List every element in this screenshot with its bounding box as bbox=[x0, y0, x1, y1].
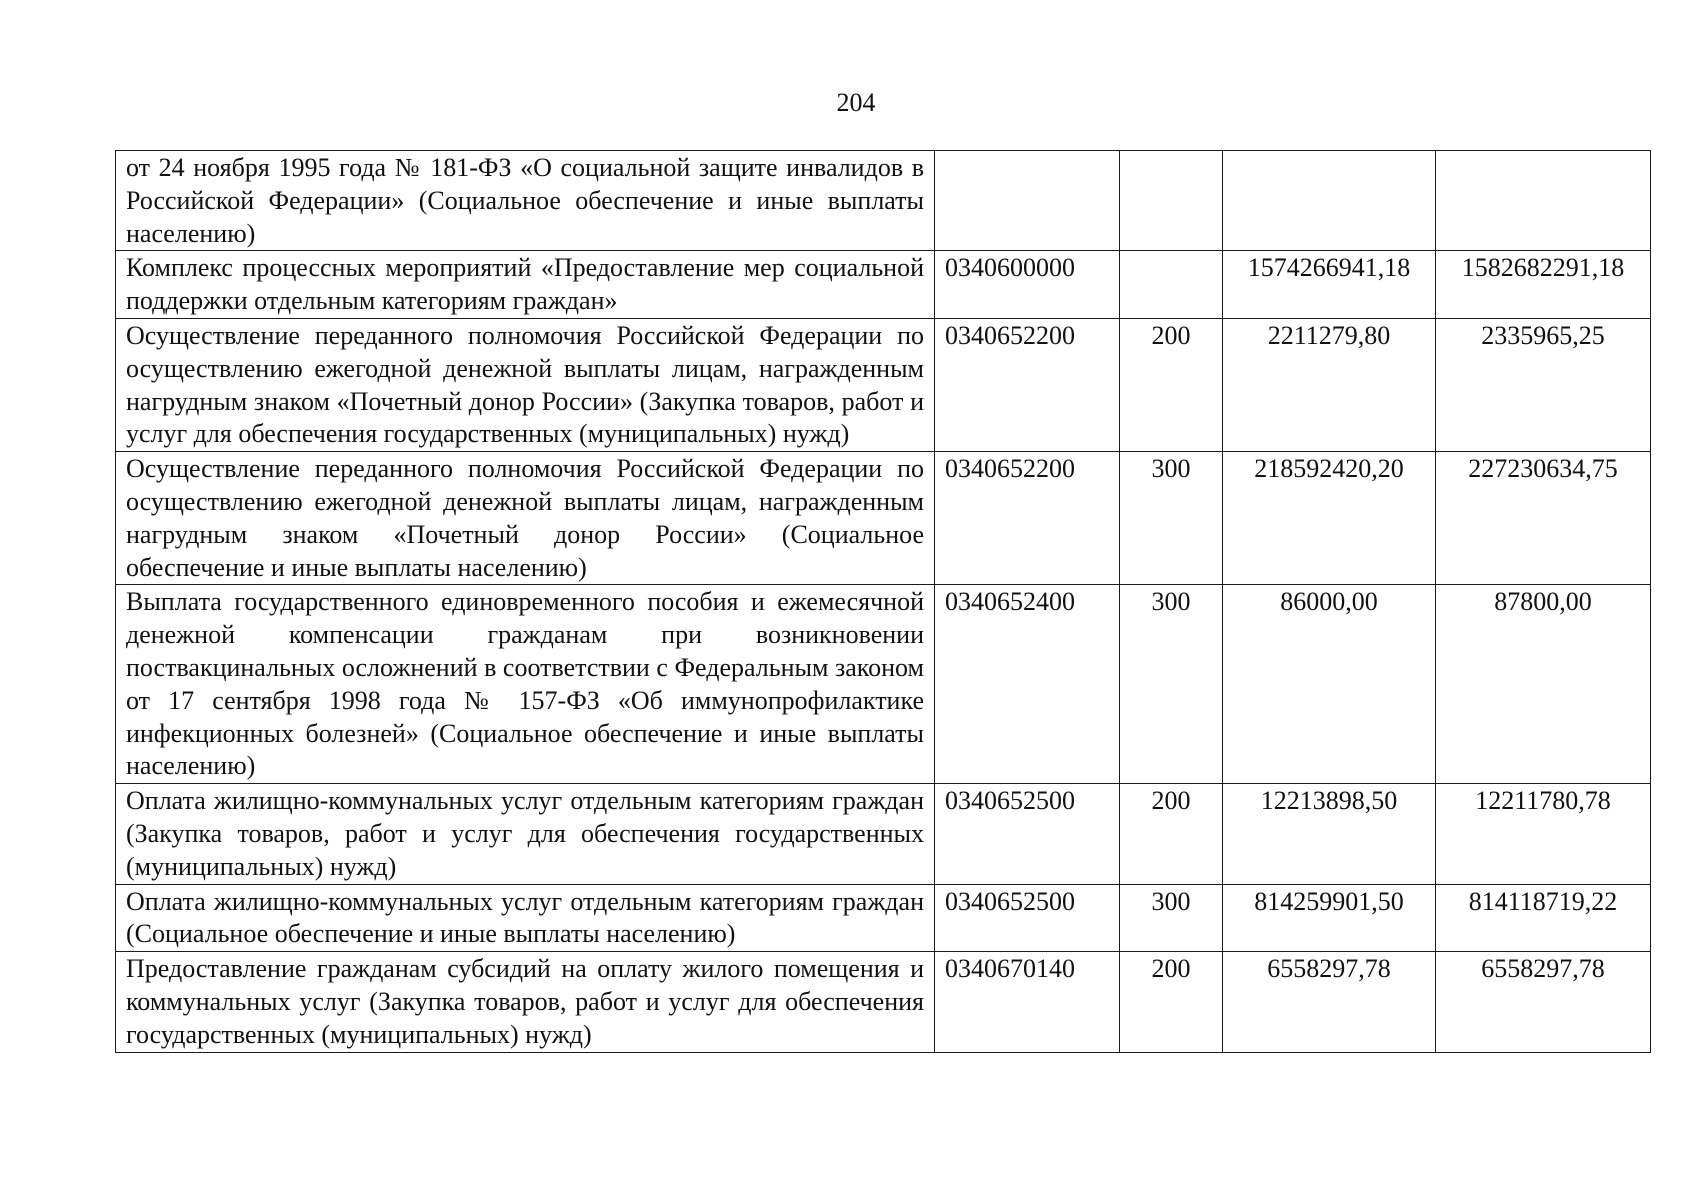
row-name-cell: Предоставление гражданам субсидий на оплату жилого помещения и коммунальных услуг (Закупка товаров, работ и услуг для обеспечения государственных (муниципальных) нужд) bbox=[116, 952, 935, 1052]
row-amount-1-cell: 12213898,50 bbox=[1223, 784, 1436, 884]
row-code-cell: 0340600000 bbox=[935, 251, 1120, 319]
row-expense-type-cell: 200 bbox=[1120, 784, 1223, 884]
table-row bbox=[116, 318, 1651, 451]
row-amount-2-cell: 2335965,25 bbox=[1436, 318, 1651, 451]
row-amount-1-cell bbox=[1223, 151, 1436, 251]
table-row bbox=[116, 784, 1651, 884]
table-row bbox=[116, 251, 1651, 319]
row-name-cell: Осуществление переданного полномочия Российской Федерации по осуществлению ежегодной денежной выплаты лицам, награжденным нагрудным знаком «Почетный донор России» (Закупка товаров, работ и услуг для обеспечения государственных (муниципальных) нужд) bbox=[116, 318, 935, 451]
row-name-cell: Выплата государственного единовременного пособия и ежемесячной денежной компенсации гражданам при возникновении поствакцинальных осложнений в соответствии с Федеральным законом от 17 сентября 1998 года № 157-ФЗ «Об иммунопрофилактике инфекционных болезней» (Социальное обеспечение и иные выплаты населению) bbox=[116, 585, 935, 784]
row-name-cell: от 24 ноября 1995 года № 181-ФЗ «О социальной защите инвалидов в Российской Федерации» (Социальное обеспечение и иные выплаты населению) bbox=[116, 151, 935, 251]
row-amount-1-cell: 86000,00 bbox=[1223, 585, 1436, 784]
row-expense-type-cell: 300 bbox=[1120, 884, 1223, 952]
row-expense-type-cell: 300 bbox=[1120, 585, 1223, 784]
budget-table bbox=[115, 150, 1651, 1053]
table-row bbox=[116, 952, 1651, 1052]
row-amount-2-cell: 87800,00 bbox=[1436, 585, 1651, 784]
row-expense-type-cell: 200 bbox=[1120, 952, 1223, 1052]
row-expense-type-cell: 300 bbox=[1120, 452, 1223, 585]
row-expense-type-cell bbox=[1120, 251, 1223, 319]
row-name-cell: Оплата жилищно-коммунальных услуг отдельным категориям граждан (Закупка товаров, работ и услуг для обеспечения государственных (муниципальных) нужд) bbox=[116, 784, 935, 884]
row-amount-1-cell: 2211279,80 bbox=[1223, 318, 1436, 451]
row-code-cell: 0340670140 bbox=[935, 952, 1120, 1052]
row-amount-2-cell: 12211780,78 bbox=[1436, 784, 1651, 884]
row-amount-1-cell: 1574266941,18 bbox=[1223, 251, 1436, 319]
row-amount-2-cell: 814118719,22 bbox=[1436, 884, 1651, 952]
row-name-cell: Комплекс процессных мероприятий «Предоставление мер социальной поддержки отдельным категориям граждан» bbox=[116, 251, 935, 319]
row-amount-2-cell: 227230634,75 bbox=[1436, 452, 1651, 585]
page-number: 204 bbox=[836, 88, 876, 117]
table-row bbox=[116, 151, 1651, 251]
row-amount-1-cell: 814259901,50 bbox=[1223, 884, 1436, 952]
table-row bbox=[116, 452, 1651, 585]
row-code-cell: 0340652400 bbox=[935, 585, 1120, 784]
row-code-cell: 0340652200 bbox=[935, 452, 1120, 585]
row-name-cell: Оплата жилищно-коммунальных услуг отдельным категориям граждан (Социальное обеспечение и иные выплаты населению) bbox=[116, 884, 935, 952]
table-row bbox=[116, 884, 1651, 952]
row-amount-1-cell: 6558297,78 bbox=[1223, 952, 1436, 1052]
row-amount-2-cell: 1582682291,18 bbox=[1436, 251, 1651, 319]
row-code-cell: 0340652500 bbox=[935, 884, 1120, 952]
row-expense-type-cell: 200 bbox=[1120, 318, 1223, 451]
row-amount-2-cell: 6558297,78 bbox=[1436, 952, 1651, 1052]
row-code-cell bbox=[935, 151, 1120, 251]
table-row bbox=[116, 585, 1651, 784]
row-name-cell: Осуществление переданного полномочия Российской Федерации по осуществлению ежегодной денежной выплаты лицам, награжденным нагрудным знаком «Почетный донор России» (Социальное обеспечение и иные выплаты населению) bbox=[116, 452, 935, 585]
row-code-cell: 0340652500 bbox=[935, 784, 1120, 884]
row-amount-1-cell: 218592420,20 bbox=[1223, 452, 1436, 585]
row-code-cell: 0340652200 bbox=[935, 318, 1120, 451]
row-amount-2-cell bbox=[1436, 151, 1651, 251]
row-expense-type-cell bbox=[1120, 151, 1223, 251]
